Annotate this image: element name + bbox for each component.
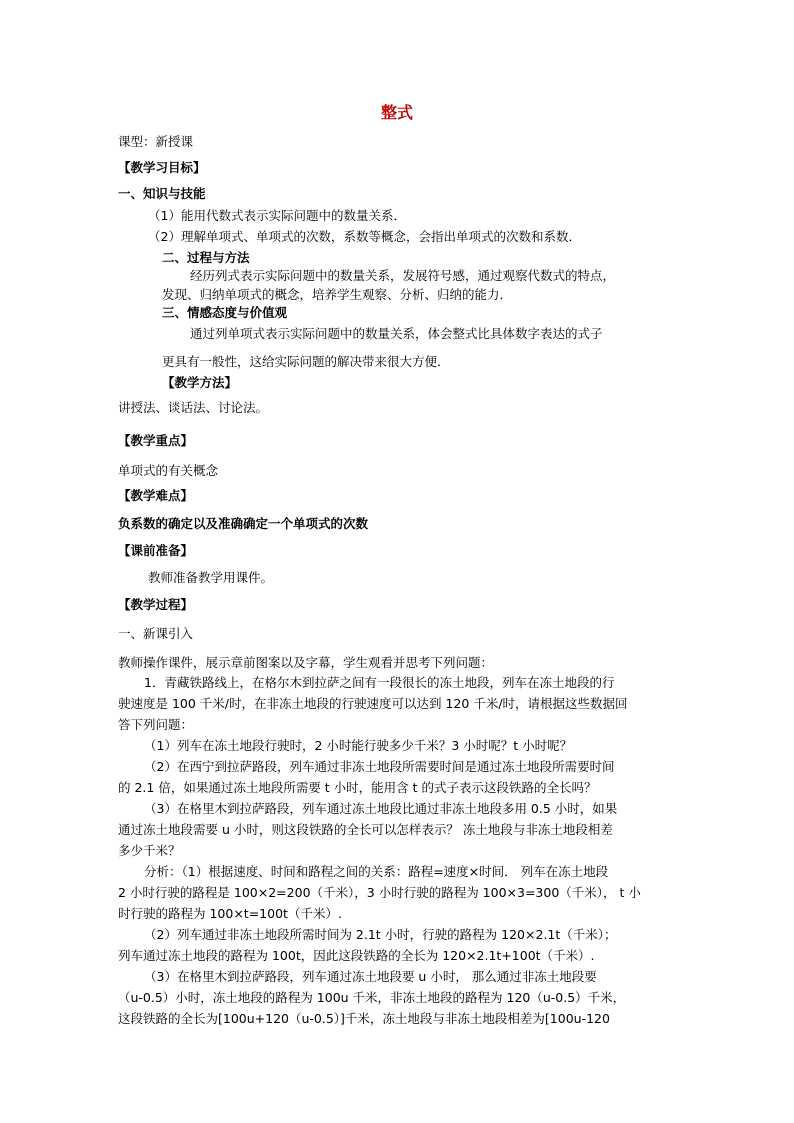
- difficulty-heading: 【教学难点】: [118, 488, 194, 503]
- objectives-heading: 【教学习目标】: [118, 160, 206, 175]
- subquestion1: （1）列车在冻土地段行驶时，2 小时能行驶多少千米？3 小时呢？t 小时呢？: [144, 738, 573, 753]
- methods-heading: 【教学方法】: [162, 375, 238, 390]
- subquestion3-line1: （3）在格里木到拉萨路段，列车通过冻土地段比通过非冻土地段多用 0.5 小时，如果: [144, 801, 618, 816]
- section1-heading: 一、知识与技能: [118, 186, 206, 201]
- subquestion2-line2: 的 2.1 倍，如果通过冻土地段所需要 t 小时，能用含 t 的式子表示这段铁路的全长吗？: [118, 780, 597, 795]
- focus-heading: 【教学重点】: [118, 433, 194, 448]
- section2-text2: 发现、归纳单项式的概念，培养学生观察、分析、归纳的能力．: [162, 287, 513, 302]
- subquestion2-line1: （2）在西宁到拉萨路段，列车通过非冻土地段所需要时间是通过冻土地段所需要时间: [144, 759, 615, 774]
- analysis2-line2: 列车通过冻土地段的路程为 100t，因此这段铁路的全长为 120×2.1t+100t（千米）.: [118, 948, 595, 963]
- page-title: 整式: [380, 103, 413, 122]
- subquestion3-line2: 通过冻土地段需要 u 小时，则这段铁路的全长可以怎样表示？ 冻土地段与非冻土地段相差: [118, 822, 613, 837]
- section1-item2: （2）理解单项式、单项式的次数，系数等概念，会指出单项式的次数和系数．: [148, 229, 581, 244]
- section1-item1: （1）能用代数式表示实际问题中的数量关系．: [148, 208, 406, 223]
- intro-heading: 一、新课引入: [118, 626, 194, 641]
- analysis1-line2: 2 小时行驶的路程是 100×2=200（千米），3 小时行驶的路程为 100×3=300（千米）， t 小: [118, 885, 641, 900]
- section3-text1: 通过列单项式表示实际问题中的数量关系，体会整式比具体数字表达的式子: [190, 326, 603, 341]
- analysis3-line2: （u-0.5）小时，冻土地段的路程为 100u 千米，非冻土地段的路程为 120（u-0.5）千米，: [118, 990, 626, 1005]
- analysis1-line1: 分析：（1）根据速度、时间和路程之间的关系：路程=速度×时间． 列车在冻土地段: [144, 864, 609, 879]
- analysis1-line3: 时行驶的路程为 100×t=100t（千米）.: [118, 906, 342, 921]
- analysis3-line3: 这段铁路的全长为[100u+120（u-0.5）]千米，冻土地段与非冻土地段相差为[100u-120: [118, 1011, 610, 1026]
- analysis2-line1: （2）列车通过非冻土地段所需时间为 2.1t 小时，行驶的路程为 120×2.1t（千米）；: [144, 927, 617, 942]
- section3-heading: 三、情感态度与价值观: [162, 305, 288, 320]
- prep-heading: 【课前准备】: [118, 543, 194, 558]
- subquestion3-line3: 多少千米？: [118, 843, 181, 858]
- section3-text2: 更具有一般性，这给实际问题的解决带来很大方便．: [162, 354, 450, 369]
- difficulty-text: 负系数的确定以及准确确定一个单项式的次数: [118, 516, 369, 531]
- question1-line1: 1．青藏铁路线上，在格尔木到拉萨之间有一段很长的冻土地段，列车在冻土地段的行: [144, 675, 615, 690]
- methods-text: 讲授法、谈话法、讨论法。: [118, 400, 269, 415]
- prep-text: 教师准备教学用课件。: [148, 570, 274, 585]
- intro-text: 教师操作课件，展示章前图案以及字幕，学生观看并思考下列问题：: [118, 655, 494, 670]
- section2-heading: 二、过程与方法: [162, 250, 250, 265]
- lesson-type: 课型：新授课: [118, 134, 194, 149]
- process-heading: 【教学过程】: [118, 597, 194, 612]
- focus-text: 单项式的有关概念: [118, 463, 219, 478]
- section2-text1: 经历列式表示实际问题中的数量关系，发展符号感，通过观察代数式的特点，: [190, 268, 616, 283]
- question1-line2: 驶速度是 100 千米/时，在非冻土地段的行驶速度可以达到 120 千米/时，请根据这些数据回: [118, 696, 628, 711]
- analysis3-line1: （3）在格里木到拉萨路段，列车通过冻土地段要 u 小时， 那么通过非冻土地段要: [144, 969, 597, 984]
- question1-line3: 答下列问题：: [118, 717, 194, 732]
